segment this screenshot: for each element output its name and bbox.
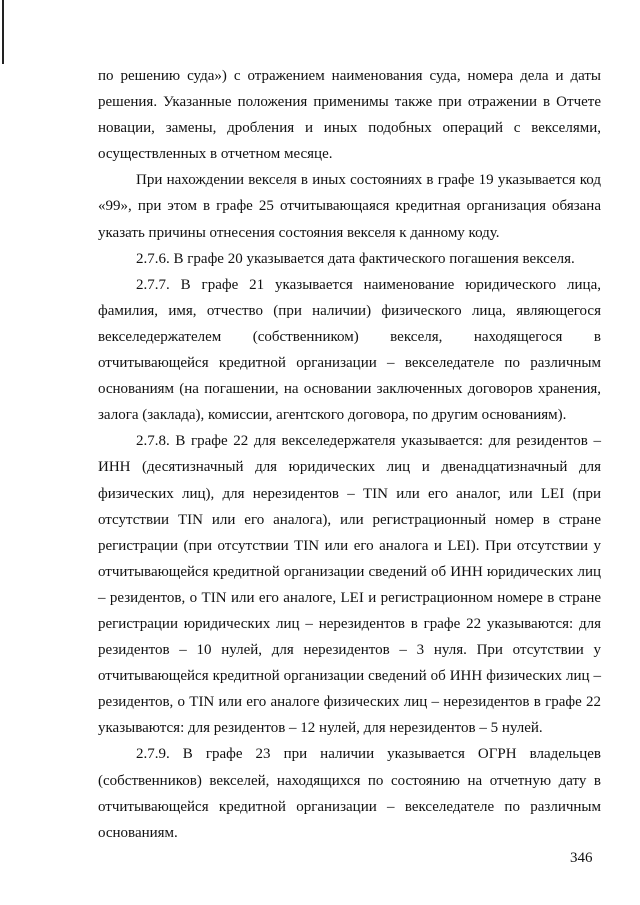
margin-line <box>2 0 4 64</box>
paragraph: 2.7.9. В графе 23 при наличии указывается ОГРН владельцев (собственников) векселей, находящихся по состоянию на отчетную дату в отчитывающейся кредитной организации – векселедателе по различным основаниям. <box>98 746 601 841</box>
paragraph: При нахождении векселя в иных состояниях в графе 19 указывается код «99», при этом в графе 25 отчитывающаяся кредитная организация обязана указать причины отнесения состояния векселя к данному коду. <box>98 172 601 241</box>
paragraph: 2.7.8. В графе 22 для векселедержателя указывается: для резидентов – ИНН (десятизначный для юридических лиц и двенадцатизначный для физических лиц), для нерезидентов – TIN или его аналог, или LEI (при отсутствии TIN или его аналога), или регистрационный номер в стране регистрации (при отсутствии TIN или его аналога и LEI). При отсутствии у отчитывающейся кредитной организации сведений об ИНН юридических лиц – резидентов, о TIN или его аналоге, LEI и регистрационном номере в стране регистрации юридических лиц – нерезидентов в графе 22 указываются: для резидентов – 10 нулей, для нерезидентов – 3 нуля. При отсутствии у отчитывающейся кредитной организации сведений об ИНН физических лиц – резидентов, о TIN или его аналоге физических лиц – нерезидентов в графе 22 указываются: для резидентов – 12 нулей, для нерезидентов – 5 нулей. <box>98 433 601 737</box>
page-number: 346 <box>570 850 593 866</box>
paragraph: по решению суда») с отражением наименования суда, номера дела и даты решения. Указанные положения применимы также при отражении в Отчете новации, замены, дробления и иных подобных операций с векселями, осуществленных в отчетном месяце. <box>98 68 601 163</box>
paragraph: 2.7.6. В графе 20 указывается дата фактического погашения векселя. <box>136 250 575 267</box>
paragraph: 2.7.7. В графе 21 указывается наименование юридического лица, фамилия, имя, отчество (при наличии) физического лица, являющегося векселедержателем (собственником) векселя, находящегося в отчитывающейся кредитной организации – векселедателе по различным основаниям (на погашении, на основании заключенных договоров хранения, залога (заклада), комиссии, агентского договора, по другим основаниям). <box>98 276 601 424</box>
document-body <box>98 63 601 846</box>
